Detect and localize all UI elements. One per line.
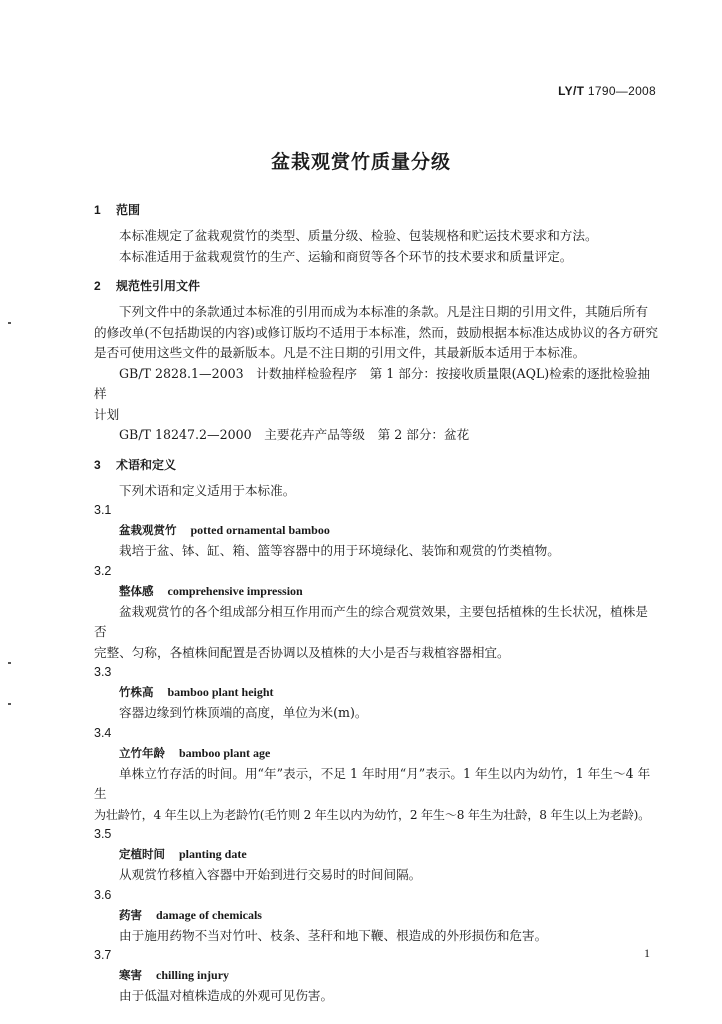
term-heading [94, 905, 658, 926]
document-title: 盆栽观赏竹质量分级 [270, 151, 451, 173]
term-number: 3.7 [94, 948, 112, 962]
term-definition: 从观赏竹移植入容器中开始到进行交易时的时间间隔。 [119, 867, 422, 882]
section-2-heading [94, 276, 658, 296]
section-3-heading [94, 455, 658, 475]
term-number: 3.5 [94, 827, 112, 841]
standard-prefix: LY/T [558, 84, 585, 98]
term-en: chilling injury [156, 968, 230, 982]
term-number: 3.1 [94, 503, 112, 517]
section-1-heading [94, 200, 658, 220]
term-definition: 容器边缘到竹株顶端的高度，单位为米(m)。 [119, 705, 368, 720]
term-definition: 单株立竹存活的时间。用“年”表示，不足 1 年时用“月”表示。1 年生以内为幼竹，1 年生～4 年生 [94, 765, 651, 801]
term-cn: 盆栽观赏竹 [119, 523, 177, 537]
paragraph: 下列术语和定义适用于本标准。 [119, 482, 296, 498]
paragraph: 是否可使用这些文件的最新版本。凡是不注日期的引用文件，其最新版本适用于本标准。 [94, 345, 586, 360]
term-definition: 栽培于盆、钵、缸、箱、篮等容器中的用于环境绿化、装饰和观赏的竹类植物。 [119, 543, 560, 558]
section-number: 1 [94, 203, 101, 217]
term-number: 3.3 [94, 665, 112, 679]
term-cn: 整体感 [119, 583, 154, 598]
reference-item: GB/T 2828.1—2003 计数抽样检验程序 第 1 部分：按接收质量限(AQL)检索的逐批检验抽样 [94, 365, 650, 401]
term-definition: 完整、匀称，各植株间配置是否协调以及植株的大小是否与栽植容器相宜。 [94, 644, 510, 660]
reference-item-continuation: 计划 [94, 406, 120, 422]
term-definition: 由于低温对植株造成的外观可见伤害。 [119, 988, 334, 1003]
scan-speck [8, 322, 11, 324]
term-cn: 寒害 [119, 968, 142, 982]
term-en: planting date [179, 847, 247, 861]
term-en: comprehensive impression [167, 583, 303, 598]
section-title: 范围 [116, 203, 141, 217]
term-heading [94, 682, 658, 703]
section-number: 3 [94, 457, 101, 472]
paragraph: 本标准规定了盆栽观赏竹的类型、质量分级、检验、包装规格和贮运技术要求和方法。 [119, 228, 598, 243]
term-en: bamboo plant age [179, 745, 271, 760]
term-cn: 立竹年龄 [119, 745, 165, 760]
term-heading [94, 844, 658, 865]
term-number: 3.6 [94, 887, 112, 902]
term-definition: 为壮龄竹，4 年生以上为老龄竹(毛竹则 2 年生以内为幼竹，2 年生～8 年生为壮龄，8 年生以上为老龄)。 [94, 807, 651, 822]
document-body [94, 200, 658, 1007]
term-definition: 盆栽观赏竹的各个组成部分相互作用而产生的综合观赏效果，主要包括植株的生长状况，植株是否 [94, 603, 648, 639]
term-number: 3.4 [94, 725, 112, 740]
term-cn: 药害 [119, 907, 142, 922]
standard-code [558, 84, 656, 98]
reference-item: GB/T 18247.2—2000 主要花卉产品等级 第 2 部分：盆花 [119, 427, 470, 442]
term-heading [94, 520, 658, 541]
page-number: 1 [644, 946, 650, 960]
section-title: 术语和定义 [116, 457, 177, 472]
scan-speck [8, 703, 11, 705]
term-en: bamboo plant height [167, 685, 274, 699]
standard-number: 1790—2008 [587, 84, 656, 98]
section-title: 规范性引用文件 [116, 279, 201, 293]
paragraph: 下列文件中的条款通过本标准的引用而成为本标准的条款。凡是注日期的引用文件，其随后所有 [119, 304, 648, 319]
term-cn: 竹株高 [119, 685, 154, 699]
term-definition: 由于施用药物不当对竹叶、枝条、茎秆和地下鞭、根造成的外形损伤和危害。 [119, 927, 548, 943]
term-number: 3.2 [94, 563, 112, 578]
term-heading [94, 581, 658, 602]
term-heading [94, 965, 658, 986]
term-en: damage of chemicals [156, 907, 262, 922]
paragraph: 本标准适用于盆栽观赏竹的生产、运输和商贸等各个环节的技术要求和质量评定。 [119, 248, 573, 264]
term-cn: 定植时间 [119, 847, 165, 861]
section-number: 2 [94, 279, 101, 293]
term-en: potted ornamental bamboo [190, 523, 330, 537]
paragraph: 的修改单(不包括勘误的内容)或修订版均不适用于本标准，然而，鼓励根据本标准达成协议的各方研究 [94, 324, 658, 340]
term-heading [94, 743, 658, 764]
scan-speck [8, 662, 11, 664]
